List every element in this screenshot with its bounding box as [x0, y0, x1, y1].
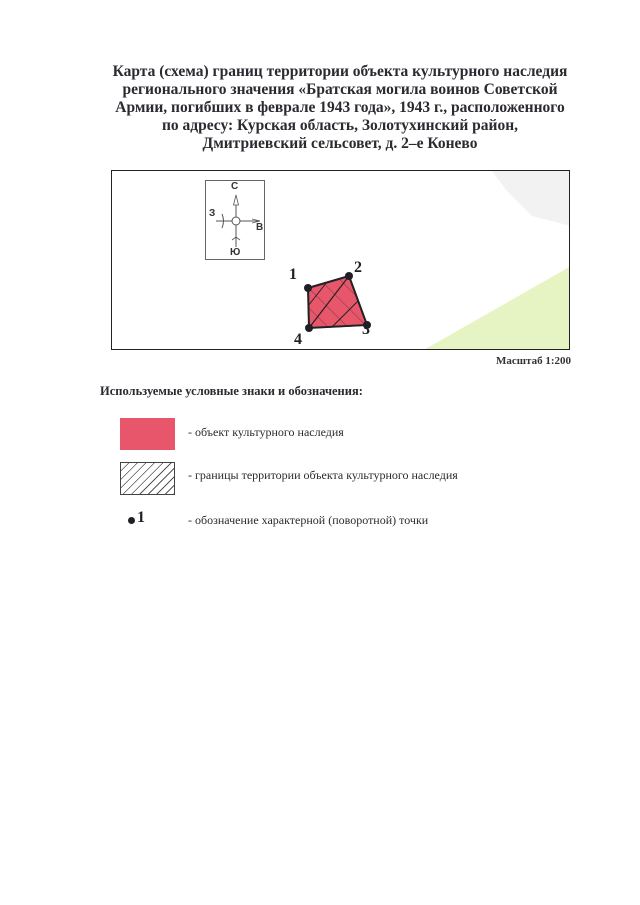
point-marker-1 — [304, 284, 312, 292]
title-line: Армии, погибших в феврале 1943 года», 1943 г., расположенного — [115, 99, 565, 116]
compass-south: Ю — [230, 247, 241, 258]
compass-east: В — [256, 222, 264, 233]
title-line: по адресу: Курская область, Золотухинский район, — [161, 117, 519, 134]
legend-point-text: - обозначение характерной (поворотной) точки — [188, 513, 429, 527]
compass-west: З — [209, 208, 216, 219]
title-line: Карта (схема) границ территории объекта культурного наследия — [112, 63, 568, 80]
legend-point-dot-icon — [128, 517, 135, 524]
heritage-boundary — [308, 276, 367, 328]
legend-object-swatch — [120, 418, 175, 450]
point-label-2: 2 — [354, 259, 362, 276]
point-label-3: 3 — [362, 321, 370, 338]
legend-object-text: - объект культурного наследия — [188, 425, 344, 439]
compass-north: С — [231, 181, 239, 192]
title-line: регионального значения «Братская могила воинов Советской — [122, 81, 558, 98]
map-canvas — [112, 171, 570, 350]
point-marker-2 — [345, 272, 353, 280]
legend-point-number: 1 — [137, 509, 145, 526]
green-area — [422, 266, 570, 350]
map-area — [111, 170, 570, 350]
legend-boundary-text: - границы территории объекта культурного наследия — [188, 468, 458, 482]
compass-rose — [205, 180, 265, 260]
grey-area — [492, 171, 570, 226]
point-label-1: 1 — [289, 266, 297, 283]
title-line: Дмитриевский сельсовет, д. 2–е Конево — [202, 135, 478, 152]
point-marker-4 — [305, 324, 313, 332]
legend-title: Используемые условные знаки и обозначения: — [100, 384, 363, 398]
map-title — [60, 63, 620, 153]
point-label-4: 4 — [294, 331, 302, 348]
legend-boundary-swatch — [120, 462, 175, 495]
map-scale: Масштаб 1:200 — [495, 355, 571, 367]
